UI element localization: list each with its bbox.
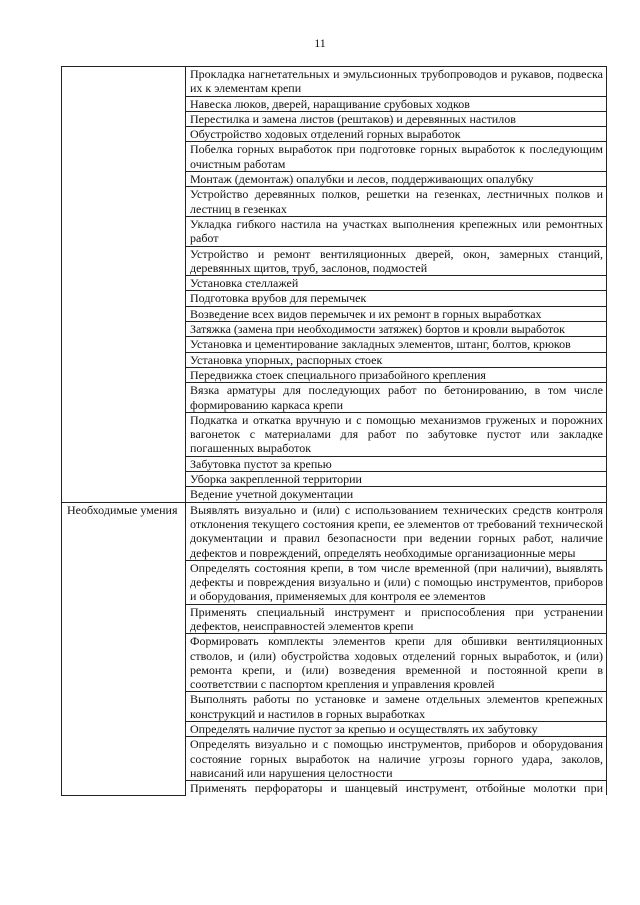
table-cell-item: Устройство и ремонт вентиляционных дверей, окон, замерных станций, деревянных щитов, труб, заслонов, подмостей: [186, 246, 607, 276]
table-row: [62, 67, 607, 97]
table-cell-item: Укладка гибкого настила на участках выполнения крепежных или ремонтных работ: [186, 216, 607, 246]
requirements-table: [61, 66, 607, 796]
table-cell-item: Прокладка нагнетательных и эмульсионных трубопроводов и рукавов, подвеска их к элементам крепи: [186, 67, 607, 97]
table-cell-item: Уборка закрепленной территории: [186, 472, 607, 487]
page-number: 11: [314, 36, 326, 50]
table-cell-item: Возведение всех видов перемычек и их ремонт в горных выработках: [186, 306, 607, 321]
table-cell-item: Затяжка (замена при необходимости затяжек) бортов и кровли выработок: [186, 322, 607, 337]
table-cell-item: Определять визуально и с помощью инструментов, приборов и оборудования состояние горных выработок на наличие угрозы горного удара, заколов, нависаний или нарушения целостности: [186, 737, 607, 781]
table-cell-item: Определять состояния крепи, в том числе временной (при наличии), выявлять дефекты и повреждения визуально и (или) с помощью инструментов, приборов и оборудования, применяемых для контроля ее элементов: [186, 560, 607, 604]
table-cell-item: Определять наличие пустот за крепью и осуществлять их забутовку: [186, 722, 607, 737]
section-label-skills: Необходимые умения: [62, 502, 186, 795]
table-cell-item: Устройство деревянных полков, решетки на гезенках, лестничных полков и лестниц в гезенках: [186, 187, 607, 217]
table-cell-item: Монтаж (демонтаж) опалубки и лесов, поддерживающих опалубку: [186, 172, 607, 187]
table-cell-item: Применять специальный инструмент и приспособления при устранении дефектов, неисправностей элементов крепи: [186, 604, 607, 634]
table-cell-item: Забутовка пустот за крепью: [186, 456, 607, 471]
table-cell-item: Выполнять работы по установке и замене отдельных элементов крепежных конструкций и настилов в горных выработках: [186, 692, 607, 722]
table-cell-item: [186, 781, 607, 796]
table-cell-item: Формировать комплекты элементов крепи для обшивки вентиляционных стволов, и (или) обустройства ходовых отделений горных выработок, и (или) ремонта крепи, и (или) возведения временной и постоянной крепи в соответствии с паспортом крепления и управления кровлей: [186, 634, 607, 692]
table-cell-item: Установка стеллажей: [186, 276, 607, 291]
table-cell-item: Передвижка стоек специального призабойного крепления: [186, 367, 607, 382]
section-label-continued: [62, 67, 186, 503]
table-cell-item: Вязка арматуры для последующих работ по бетонированию, в том числе формированию каркаса крепи: [186, 383, 607, 413]
table-cell-item: Подкатка и откатка вручную и с помощью механизмов груженых и порожних вагонеток с материалами для работ по забутовке пустот или закладке погашенных выработок: [186, 412, 607, 456]
table-row: [62, 502, 607, 560]
table-cell-item: Подготовка врубов для перемычек: [186, 291, 607, 306]
table-cell-item: Установка и цементирование закладных элементов, штанг, болтов, крюков: [186, 337, 607, 352]
table-cell-item: Побелка горных выработок при подготовке горных выработок к последующим очистным работам: [186, 142, 607, 172]
cut-off-text: Применять перфораторы и шанцевый инструмент, отбойные молотки при: [190, 781, 603, 796]
table-cell-item: Установка упорных, распорных стоек: [186, 352, 607, 367]
table-cell-item: Перестилка и замена листов (рештаков) и деревянных настилов: [186, 111, 607, 126]
table-cell-item: Навеска люков, дверей, наращивание срубовых ходков: [186, 96, 607, 111]
table-cell-item: Выявлять визуально и (или) с использованием технических средств контроля отклонения текущего состояния крепи, ее элементов от требований технической документации и правил безопасности при ведении горных работ, наличие дефектов и повреждений, определять необходимые организационные меры: [186, 502, 607, 560]
table-cell-item: Обустройство ходовых отделений горных выработок: [186, 127, 607, 142]
table-cell-item: Ведение учетной документации: [186, 487, 607, 502]
